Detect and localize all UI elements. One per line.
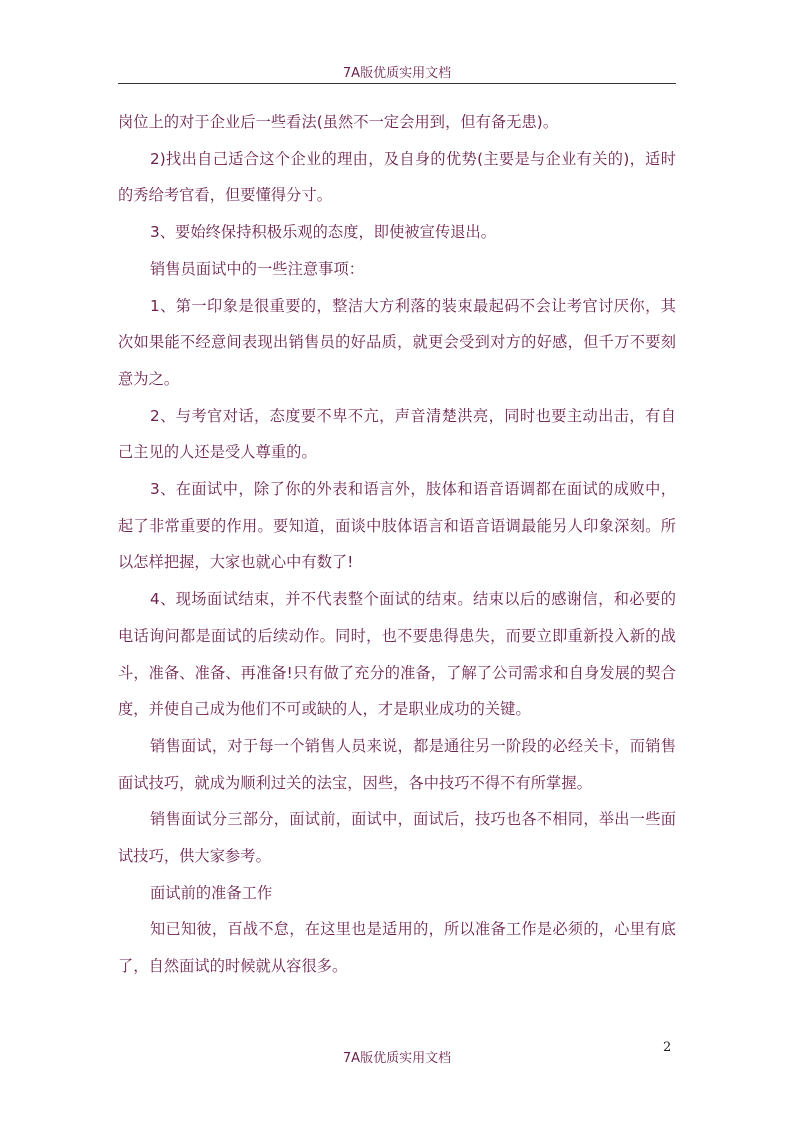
paragraph-1: 岗位上的对于企业后一些看法(虽然不一定会用到，但有备无患)。 [118, 113, 559, 131]
section-heading-notes: 销售员面试中的一些注意事项： [150, 259, 365, 278]
document-body [118, 104, 676, 985]
header-divider [118, 83, 676, 84]
paragraph-preparation: 知已知彼，百战不怠，在这里也是适用的，所以准备工作是必须的，心里有底了，自然面试的时候就从容很多。 [118, 920, 676, 976]
paragraph-sales-interview: 销售面试，对于每一个销售人员来说，都是通往另一阶段的必经关卡，而销售面试技巧，就成为顺利过关的法宝，因些，各中技巧不得不有所掌握。 [118, 736, 676, 792]
page-number: 2 [663, 1040, 672, 1055]
section-heading-preparation: 面试前的准备工作 [150, 883, 273, 902]
paragraph-note-3: 3、在面试中，除了你的外表和语言外，肢体和语音语调都在面试的成败中，起了非常重要的作用。要知道，面谈中肢体语言和语音语调最能另人印象深刻。所以怎样把握，大家也就心中有数了! [118, 480, 676, 572]
page-header: 7A版优质实用文档 [342, 66, 452, 81]
paragraph-3: 3、要始终保持积极乐观的态度，即使被宣传退出。 [150, 223, 497, 242]
paragraph-2: 2)找出自己适合这个企业的理由，及自身的优势(主要是与企业有关的)，适时的秀给考官看，但要懂得分寸。 [118, 149, 676, 205]
paragraph-three-parts: 销售面试分三部分，面试前，面试中，面试后，技巧也各不相同，举出一些面试技巧，供大家参考。 [118, 810, 676, 866]
page-footer: 7A版优质实用文档 [342, 1051, 452, 1066]
paragraph-note-2: 2、与考官对话，态度要不卑不亢，声音清楚洪亮，同时也要主动出击，有自己主见的人还是受人尊重的。 [118, 406, 676, 462]
paragraph-note-1: 1、第一印象是很重要的，整洁大方利落的装束最起码不会让考官讨厌你，其次如果能不经意间表现出销售员的好品质，就更会受到对方的好感，但千万不要刻意为之。 [118, 296, 676, 388]
paragraph-note-4: 4、现场面试结束，并不代表整个面试的结束。结束以后的感谢信，和必要的电话询问都是面试的后续动作。同时，也不要患得患失，而要立即重新投入新的战斗，准备、准备、再准备!只有做了充分的准备，了解了公司需求和自身发展的契合度，并使自己成为他们不可或缺的人，才是职业成功的关键。 [118, 590, 676, 719]
